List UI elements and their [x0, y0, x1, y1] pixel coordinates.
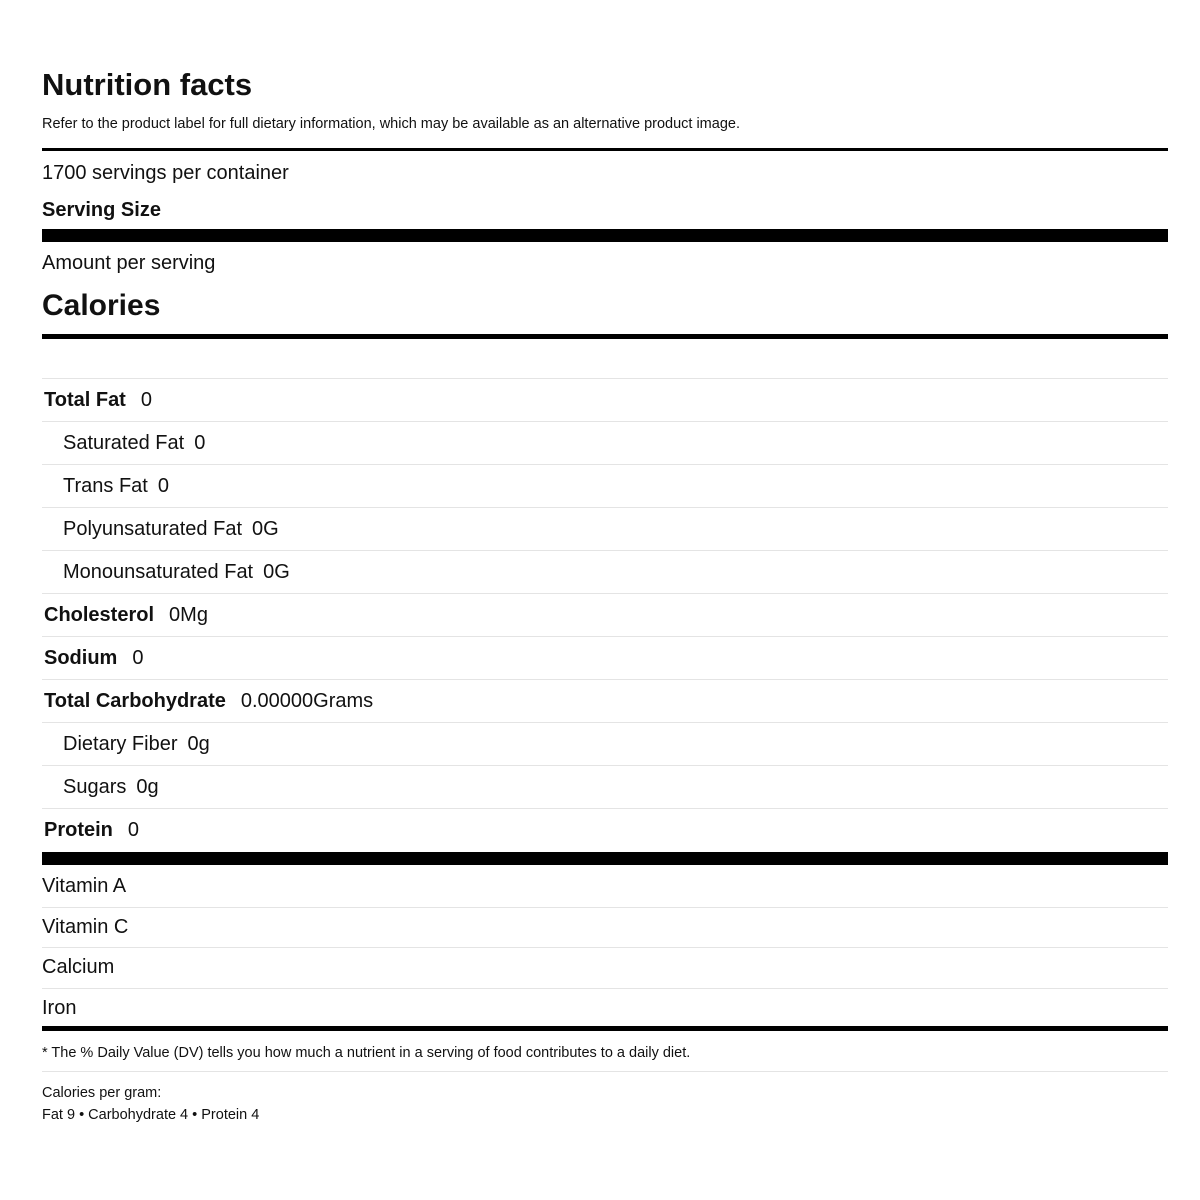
- nutrient-value: 0.00000Grams: [240, 689, 374, 712]
- nutrient-row-sodium: [42, 636, 1168, 679]
- vitamin-label: Calcium: [42, 956, 115, 979]
- nutrient-value: 0Mg: [169, 603, 208, 626]
- nutrient-value: 0: [194, 431, 206, 454]
- divider-medium: [42, 1026, 1168, 1031]
- vitamin-label: Vitamin A: [42, 874, 127, 897]
- calories-label: Calories: [42, 289, 161, 322]
- nutrient-value: 0: [140, 388, 152, 411]
- divider-medium: [42, 334, 1168, 339]
- nutrient-row-cholesterol: [42, 593, 1168, 636]
- divider-thick: [42, 229, 1168, 242]
- nutrient-label: Polyunsaturated Fat: [63, 517, 242, 540]
- serving-size-label: Serving Size: [42, 199, 161, 221]
- nutrient-value: 0: [127, 818, 140, 841]
- nutrient-label: Protein: [44, 818, 113, 841]
- amount-per-serving: Amount per serving: [42, 252, 216, 274]
- nutrient-row-sugars: [42, 765, 1168, 808]
- nutrient-label: Dietary Fiber: [63, 732, 178, 755]
- nutrient-list: [42, 378, 1168, 851]
- vitamin-label: Iron: [42, 996, 77, 1019]
- page-title: Nutrition facts: [42, 67, 253, 102]
- nutrient-value: 0g: [187, 732, 210, 755]
- nutrient-value: 0: [157, 474, 169, 497]
- nutrient-row-monounsaturated-fat: [42, 550, 1168, 593]
- nutrient-label: Sugars: [63, 775, 127, 798]
- nutrient-row-polyunsaturated-fat: [42, 507, 1168, 550]
- nutrient-value: 0G: [252, 517, 279, 540]
- nutrient-label: Monounsaturated Fat: [63, 560, 254, 583]
- nutrient-row-total-fat: [42, 378, 1168, 421]
- vitamin-row-vitamin-c: [42, 907, 1168, 948]
- nutrient-value: 0: [132, 646, 144, 669]
- label-disclaimer: Refer to the product label for full dietary information, which may be available as an alternative product image.: [42, 116, 740, 132]
- nutrient-row-protein: [42, 808, 1168, 851]
- nutrient-label: Cholesterol: [44, 603, 155, 626]
- nutrient-label: Trans Fat: [63, 474, 148, 497]
- nutrient-value: 0g: [136, 775, 159, 798]
- nutrient-label: Total Fat: [44, 388, 126, 411]
- nutrient-label: Sodium: [44, 646, 118, 669]
- nutrient-row-saturated-fat: [42, 421, 1168, 464]
- vitamin-list: [42, 866, 1168, 1028]
- calories-per-gram-values: Fat 9 • Carbohydrate 4 • Protein 4: [42, 1107, 260, 1123]
- nutrient-label: Saturated Fat: [63, 431, 185, 454]
- vitamin-label: Vitamin C: [42, 915, 129, 938]
- nutrient-value: 0G: [263, 560, 290, 583]
- nutrient-label: Total Carbohydrate: [44, 689, 226, 712]
- vitamin-row-iron: [42, 988, 1168, 1029]
- vitamin-row-calcium: [42, 947, 1168, 988]
- calories-per-gram-label: Calories per gram:: [42, 1085, 162, 1101]
- daily-value-footnote: * The % Daily Value (DV) tells you how much a nutrient in a serving of food contributes to a daily diet.: [42, 1045, 691, 1061]
- nutrient-row-total-carbohydrate: [42, 679, 1168, 722]
- vitamin-row-vitamin-a: [42, 866, 1168, 907]
- nutrient-row-dietary-fiber: [42, 722, 1168, 765]
- divider-thin: [42, 148, 1168, 151]
- servings-per-container: 1700 servings per container: [42, 162, 289, 184]
- nutrient-row-trans-fat: [42, 464, 1168, 507]
- divider-thick: [42, 852, 1168, 865]
- divider-light: [42, 1071, 1168, 1072]
